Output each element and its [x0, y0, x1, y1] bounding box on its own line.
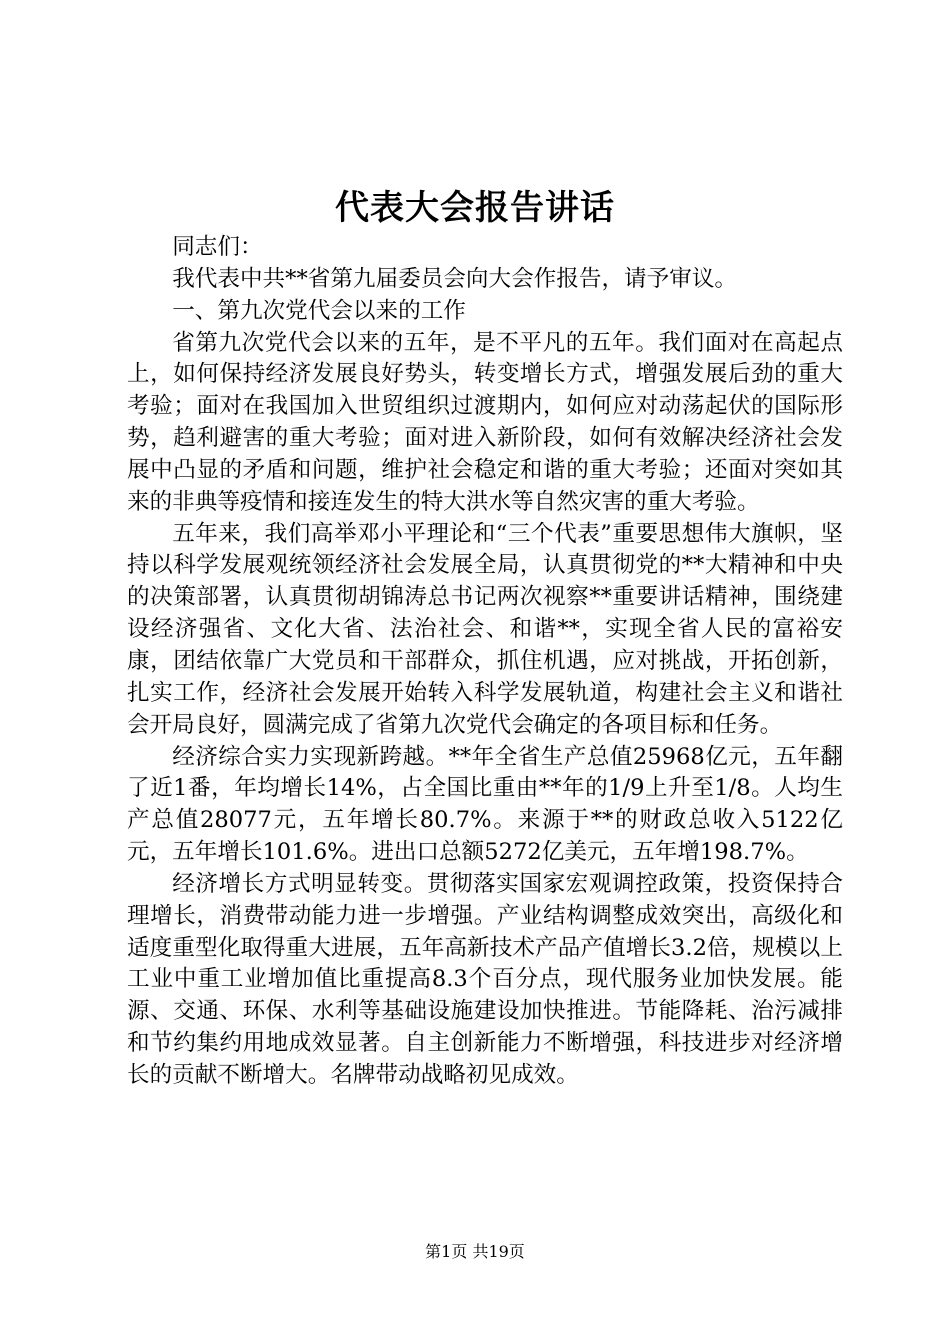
body-paragraph: 五年来，我们高举邓小平理论和“三个代表”重要思想伟大旗帜，坚持以科学发展观统领经济社会发展全局，认真贯彻党的**大精神和中央的决策部署，认真贯彻胡锦涛总书记两次视察**重要讲话精神，围绕建设经济强省、文化大省、法治社会、和谐**，实现全省人民的富裕安康，团结依靠广大党员和干部群众，抓住机遇，应对挑战，开拓创新，扎实工作，经济社会发展开始转入科学发展轨道，构建社会主义和谐社会开局良好，圆满完成了省第九次党代会确定的各项目标和任务。 — [127, 520, 843, 738]
document-title: 代表大会报告讲话 — [335, 188, 615, 228]
document-body — [127, 232, 843, 1092]
salutation: 同志们： — [172, 234, 263, 260]
opening-paragraph: 我代表中共**省第九届委员会向大会作报告，请予审议。 — [172, 265, 738, 292]
body-paragraph: 经济综合实力实现新跨越。**年全省生产总值25968亿元，五年翻了近1番，年均增长14%，占全国比重由**年的1/9上升至1/8。人均生产总值28077元，五年增长80.7%。来源于**的财政总收入5122亿元，五年增长101.6%。进出口总额5272亿美元，五年增198.7%。 — [127, 743, 843, 866]
page-footer: 第1页 共19页 — [425, 1242, 525, 1261]
section-heading: 一、第九次党代会以来的工作 — [172, 297, 466, 324]
body-paragraph: 经济增长方式明显转变。贯彻落实国家宏观调控政策，投资保持合理增长，消费带动能力进一步增强。产业结构调整成效突出，高级化和适度重型化取得重大进展，五年高新技术产品产值增长3.2倍，规模以上工业中重工业增加值比重提高8.3个百分点，现代服务业加快发展。能源、交通、环保、水利等基础设施建设加快推进。节能降耗、治污减排和节约集约用地成效显著。自主创新能力不断增强，科技进步对经济增长的贡献不断增大。名牌带动战略初见成效。 — [127, 870, 843, 1088]
body-paragraph: 省第九次党代会以来的五年，是不平凡的五年。我们面对在高起点上，如何保持经济发展良好势头，转变增长方式，增强发展后劲的重大考验；面对在我国加入世贸组织过渡期内，如何应对动荡起伏的国际形势，趋利避害的重大考验；面对进入新阶段，如何有效解决经济社会发展中凸显的矛盾和问题，维护社会稳定和谐的重大考验；还面对突如其来的非典等疫情和接连发生的特大洪水等自然灾害的重大考验。 — [127, 329, 843, 515]
